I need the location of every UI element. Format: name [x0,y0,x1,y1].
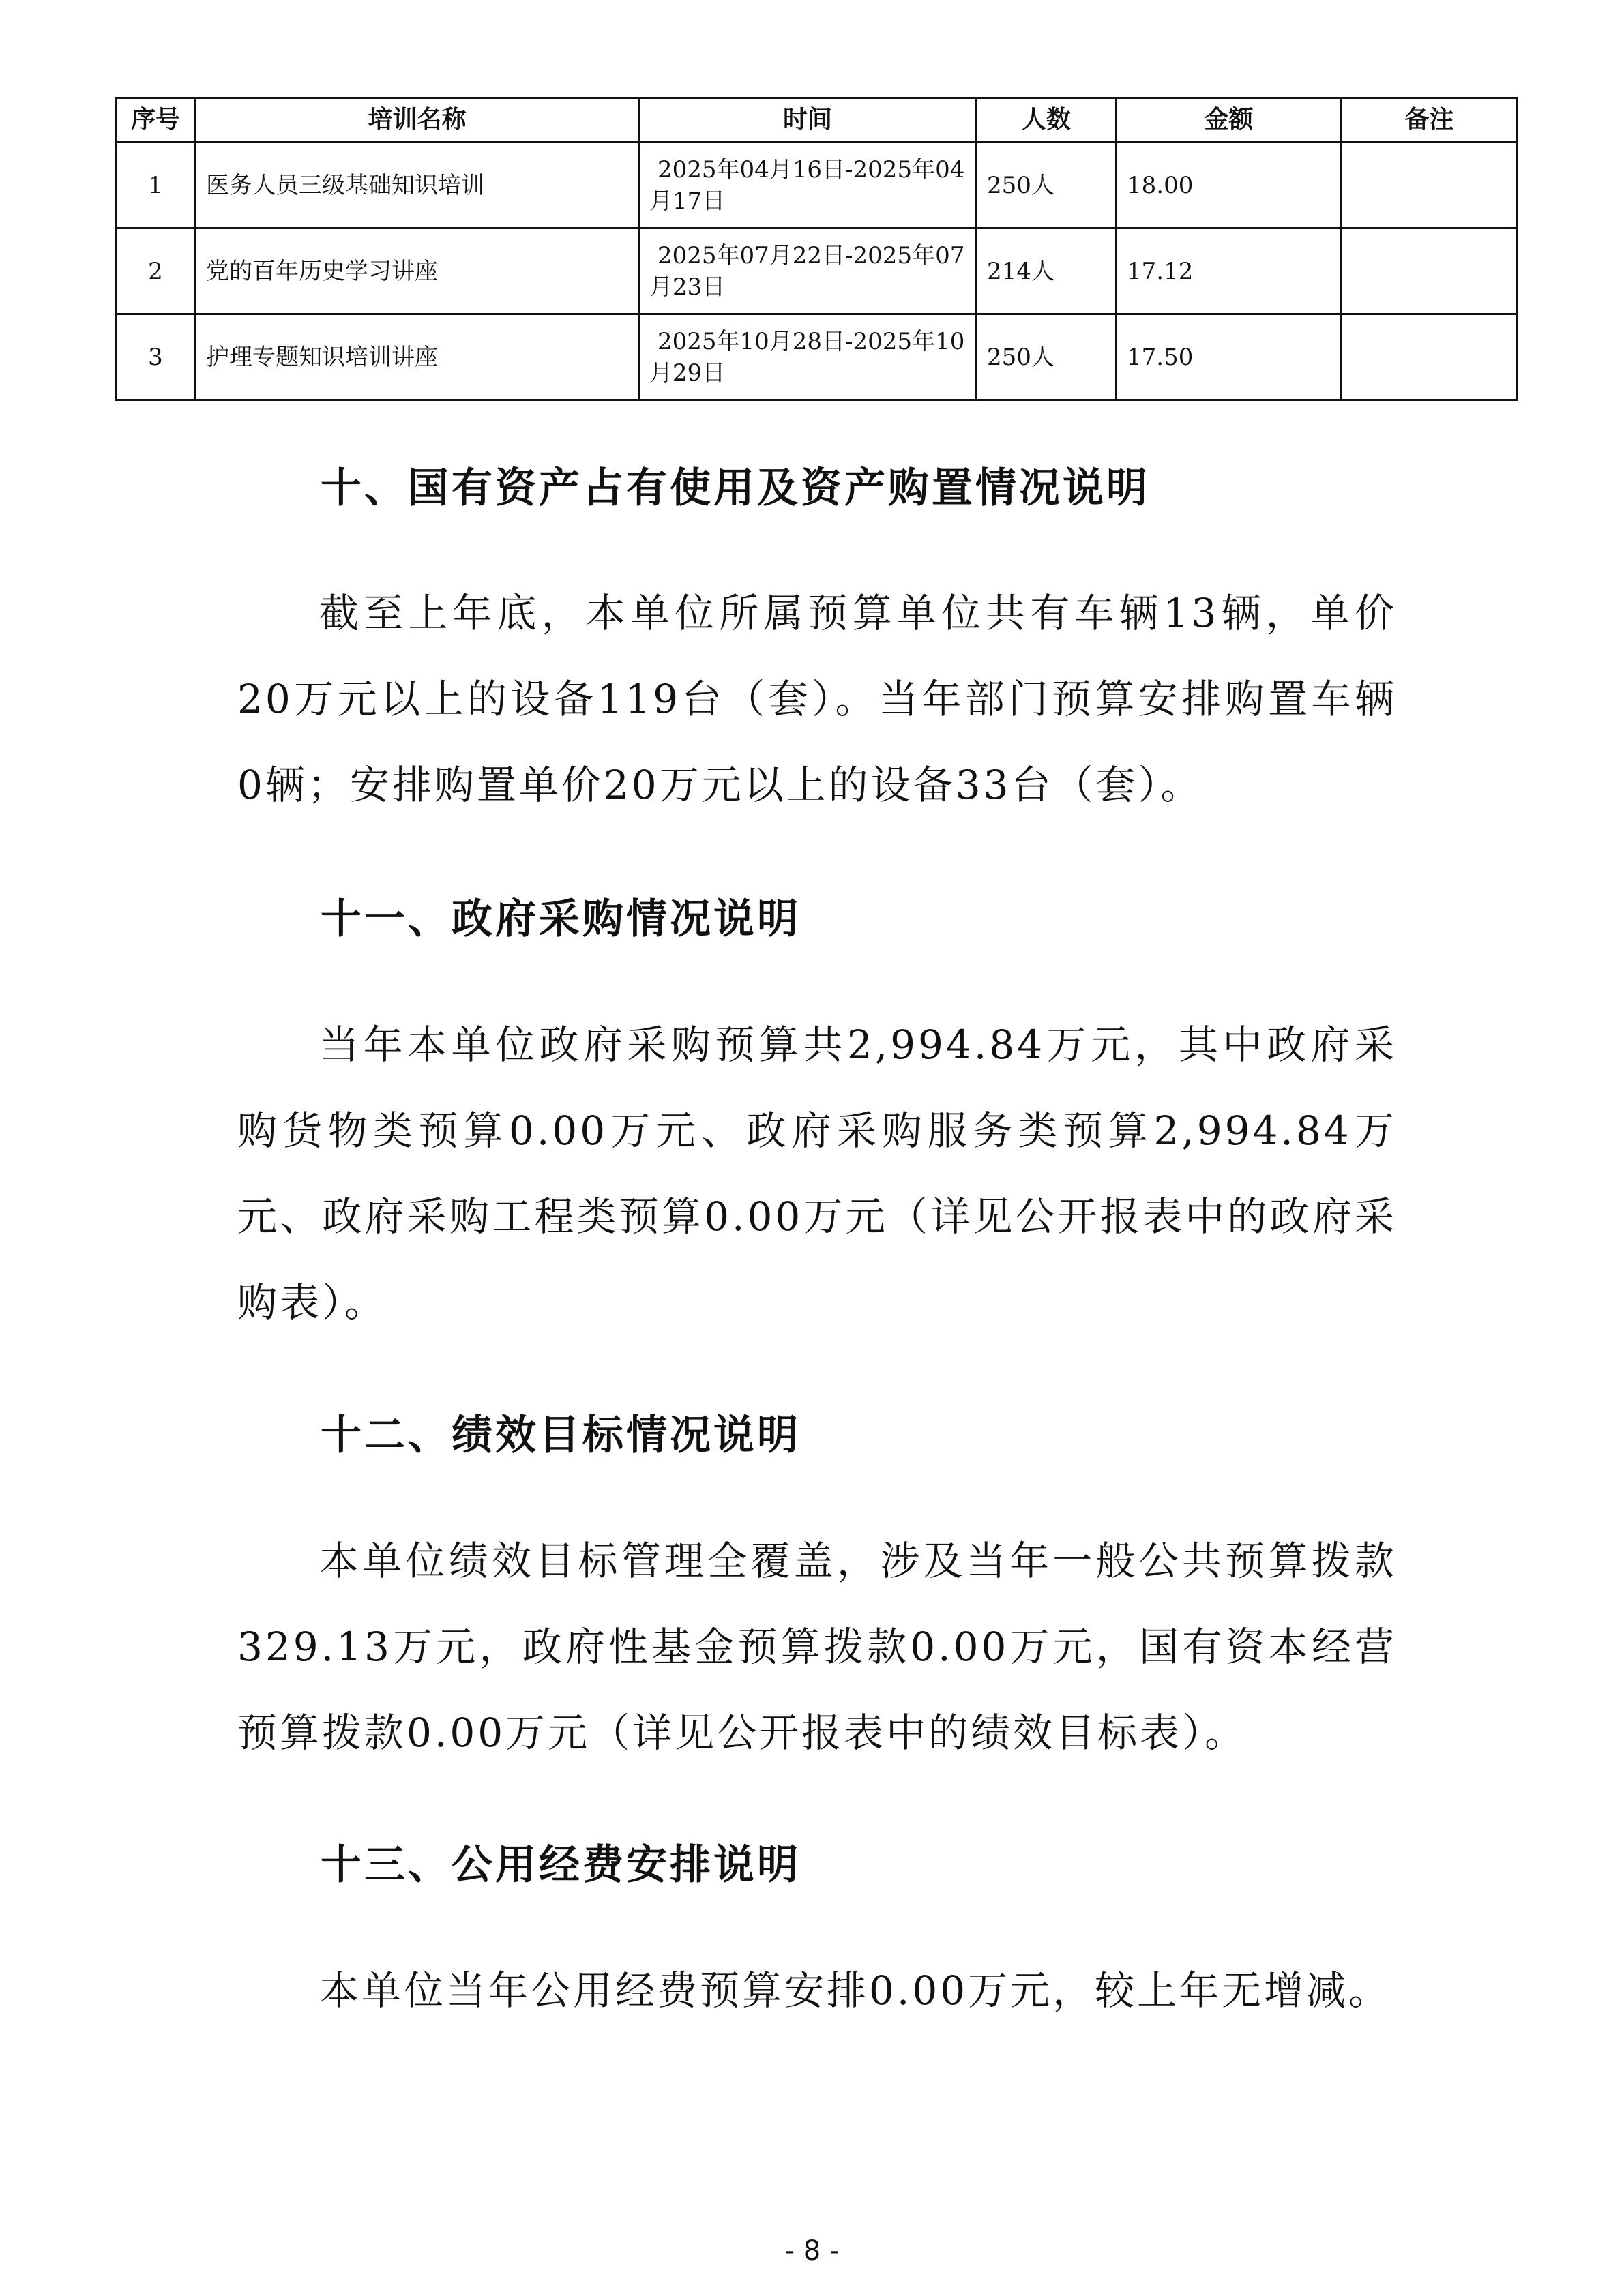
cell-note [1342,314,1518,400]
header-training-name: 培训名称 [196,98,639,143]
cell-note [1342,143,1518,228]
header-note: 备注 [1342,98,1518,143]
cell-people: 250人 [977,314,1117,400]
section-13-body: 本单位当年公用经费预算安排0.00万元，较上年无增减。 [319,1967,1391,2014]
table-row [116,314,1518,400]
section-12-heading: 十二、绩效目标情况说明 [321,1412,801,1459]
cell-time [639,314,977,400]
cell-time-line1: 2025年04月16日-2025年04 [658,155,965,183]
cell-training-name: 护理专题知识培训讲座 [196,314,639,400]
cell-index: 3 [116,314,196,400]
table-row [116,143,1518,228]
cell-people: 214人 [977,228,1117,314]
table-row [116,228,1518,314]
section-11-body: 当年本单位政府采购预算共2,994.84万元，其中政府采购货物类预算0.00万元、政府采购服务类预算2,994.84万元、政府采购工程类预算0.00万元（详见公开报表中的政府采购表）。 [237,1022,1397,1326]
table-header-row [116,98,1518,143]
section-11-heading: 十一、政府采购情况说明 [321,895,801,943]
header-time: 时间 [639,98,977,143]
header-people: 人数 [977,98,1117,143]
cell-training-name: 党的百年历史学习讲座 [196,228,639,314]
cell-index: 2 [116,228,196,314]
cell-time-line2: 月29日 [649,359,726,387]
section-13-heading: 十三、公用经费安排说明 [321,1841,801,1889]
cell-time-line1: 2025年07月22日-2025年07 [658,241,965,269]
cell-time-line2: 月23日 [649,273,726,301]
cell-index: 1 [116,143,196,228]
cell-amount: 17.12 [1117,228,1342,314]
cell-amount: 18.00 [1117,143,1342,228]
cell-time [639,143,977,228]
header-index: 序号 [116,98,196,143]
section-10-body: 截至上年底，本单位所属预算单位共有车辆13辆，单价20万元以上的设备119台（套）。当年部门预算安排购置车辆0辆；安排购置单价20万元以上的设备33台（套）。 [237,590,1397,808]
cell-note [1342,228,1518,314]
cell-amount: 17.50 [1117,314,1342,400]
section-10-heading: 十、国有资产占有使用及资产购置情况说明 [321,464,1150,512]
cell-time [639,228,977,314]
training-table [115,97,1518,401]
section-12-body: 本单位绩效目标管理全覆盖，涉及当年一般公共预算拨款329.13万元，政府性基金预算拨款0.00万元，国有资本经营预算拨款0.00万元（详见公开报表中的绩效目标表）。 [237,1538,1397,1756]
cell-training-name: 医务人员三级基础知识培训 [196,143,639,228]
page-number: - 8 - [784,2235,840,2267]
cell-people: 250人 [977,143,1117,228]
cell-time-line1: 2025年10月28日-2025年10 [658,327,965,355]
cell-time-line2: 月17日 [649,187,726,215]
header-amount: 金额 [1117,98,1342,143]
